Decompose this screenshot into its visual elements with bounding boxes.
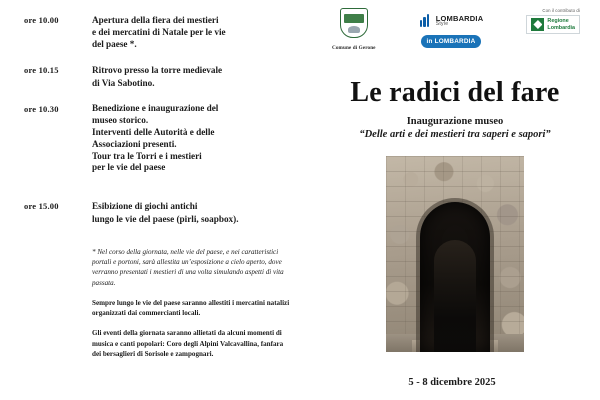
note-asterisk: * Nel corso della giornata, nelle vie del paese, e nei caratteristici portali e portoni, sarà allestita un’esposizione a cielo aperto, dove verranno presentati i mestieri di una volta simulando aspetti di vita passata. [92,247,284,287]
subtitle-primary: Inaugurazione museo [406,116,504,127]
title-column [318,0,600,400]
schedule-time: ore 10.00 [24,15,59,25]
schedule-list [24,14,310,225]
subtitle-secondary: “Delle arti e dei mestieri tra saperi e sapori” [359,129,551,140]
schedule-line: e dei mercatini di Natale per le vie [92,27,226,38]
page-title: Le radici del fare [350,77,560,108]
stone-archway-photo [386,156,524,352]
notes-block [24,247,310,360]
note-music: Gli eventi della giornata saranno allietati da alcuni momenti di musica e canti popolari: Coro degli Alpini Valcavallina, fanfara dei bersaglieri di Sorisole e zampognari. [92,329,284,358]
lombardia-logo-mark [419,14,484,28]
schedule-description [86,103,218,175]
schedule-line: Interventi delle Autorità e delle [92,126,215,137]
regione-logo [526,8,580,34]
comune-caption: Comune di Gerone [332,45,376,51]
contribution-label: Con il contributo di [542,8,580,13]
regione-line-2: Lombardia [547,24,575,31]
schedule-line: Apertura della fiera dei mestieri [92,15,219,25]
schedule-line: Esibizione di giochi antichi [92,201,198,212]
schedule-line: per le vie del paese [92,162,166,173]
event-date: 5 - 8 dicembre 2025 [408,377,496,388]
inlombardia-badge: in LOMBARDIA [421,35,482,48]
lombardia-style-logo [419,8,484,48]
regione-lombardia-mark [526,15,580,34]
schedule-row [24,200,310,224]
regione-line-1: Regione [547,18,569,25]
shield-crest-icon [339,8,369,42]
lombardia-name: LOMBARDIA [435,13,484,23]
schedule-line: del paese *. [92,39,137,50]
schedule-line: Ritrovo presso la torre medievale [92,65,223,76]
schedule-description [86,200,239,224]
comune-logo [332,8,376,51]
schedule-line: lungo le vie del paese (pirli, soapbox). [92,213,239,224]
schedule-line: Benedizione e inaugurazione del [92,102,219,113]
doorway-interior [434,240,476,352]
schedule-time: ore 15.00 [24,201,59,212]
schedule-line: museo storico. [92,114,149,125]
schedule-time: ore 10.15 [24,65,59,76]
schedule-line: di Via Sabotino. [92,77,155,88]
schedule-row [24,103,310,175]
bars-icon [419,14,433,28]
schedule-row [24,64,310,88]
schedule-line: Tour tra le Torri e i mestieri [92,150,202,161]
rose-camuna-icon [531,18,544,31]
schedule-description [86,14,226,50]
arched-doorway [420,202,490,352]
logo-bar [324,6,586,51]
schedule-line: Associazioni presenti. [92,138,177,149]
schedule-row [24,14,310,50]
schedule-description [86,64,222,88]
lombardia-subtitle: Style [435,21,449,28]
note-markets: Sempre lungo le vie del paese saranno allestiti i mercatini natalizi organizzati dai commercianti locali. [92,298,290,318]
schedule-time: ore 10.30 [24,103,59,114]
